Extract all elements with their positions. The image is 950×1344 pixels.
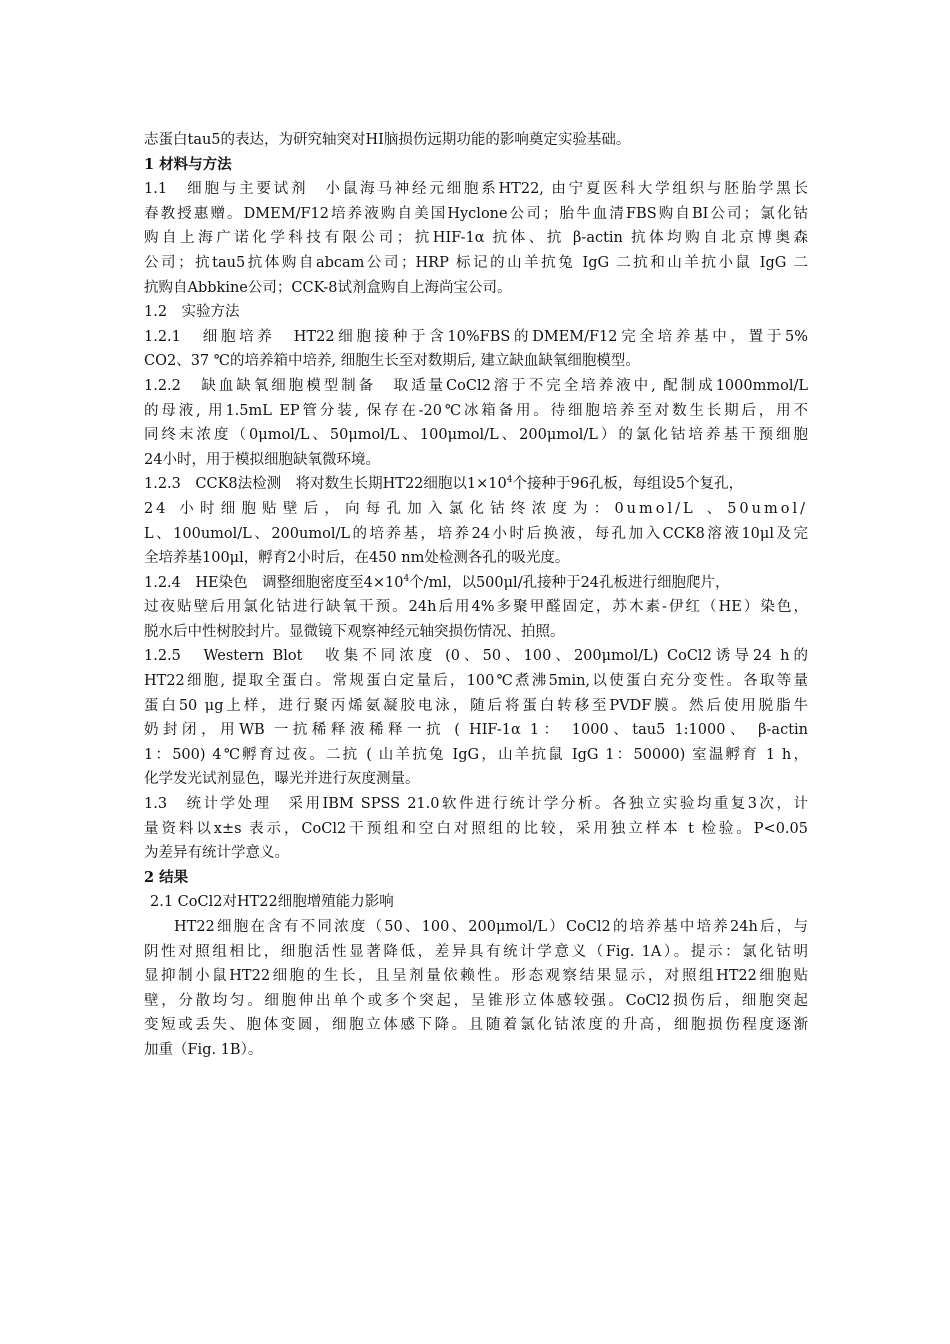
text-span: 1.2.4 HE染色 调整细胞密度至4×10 (144, 574, 404, 591)
text-line (144, 571, 808, 596)
text-line: 1.1 细胞与主要试剂 小鼠海马神经元细胞系HT22, 由宁夏医科大学组织与胚胎学黑长 (144, 181, 808, 198)
subsection-1-2-heading: 1.2 实验方法 (144, 304, 240, 321)
text-span: 个/ml，以500μl/孔接种于24孔板进行细胞爬片， (409, 574, 730, 591)
text-line: 量资料以x±s 表示，CoCl2干预组和空白对照组的比较，采用独立样本 t 检验。P<0.05 (144, 820, 808, 837)
paragraph-1-1 (144, 177, 808, 300)
text-line: 显抑制小鼠HT22细胞的生长，且呈剂量依赖性。形态观察结果显示，对照组HT22细胞贴 (144, 968, 808, 985)
paragraph-1-2-2 (144, 374, 808, 472)
text-line: 24小时，用于模拟细胞缺氧微环境。 (144, 451, 380, 468)
paragraph-1-2-4 (144, 571, 808, 645)
text-line: 阴性对照组相比，细胞活性显著降低，差异具有统计学意义（Fig. 1A）。提示：氯化钴明 (144, 943, 808, 960)
text-line: 1.2.1 细胞培养 HT22细胞接种于含10%FBS的DMEM/F12完全培养基中，置于5% (144, 328, 808, 345)
text-line: 过夜贴壁后用氯化钴进行缺氧干预。24h后用4%多聚甲醛固定，苏木素-伊红（HE）染色， (144, 599, 808, 616)
text-line (144, 472, 808, 497)
text-line: HT22细胞, 提取全蛋白。常规蛋白定量后，100℃煮沸5min,以使蛋白充分变性。各取等量 (144, 673, 808, 690)
section-2-heading: 2 结果 (144, 868, 189, 886)
text-line: 24 小时细胞贴壁后，向每孔加入氯化钴终浓度为：0umol/L 、50umol/ (144, 500, 808, 517)
intro-tail-line: 志蛋白tau5的表达，为研究轴突对HI脑损伤远期功能的影响奠定实验基础。 (144, 132, 631, 148)
text-line: L、100umol/L、200umol/L的培养基，培养24小时后换液，每孔加入CCK8溶液10μl及完 (144, 525, 808, 542)
paragraph-1-2-3 (144, 472, 808, 570)
text-line: 春教授惠赠。DMEM/F12培养液购自美国Hyclone公司；胎牛血清FBS购自BI公司；氯化钴 (144, 205, 808, 222)
text-line: 全培养基100μl，孵育2小时后，在450 nm处检测各孔的吸光度。 (144, 550, 570, 567)
text-line: 抗购自Abbkine公司；CCK-8试剂盒购自上海尚宝公司。 (144, 279, 512, 296)
text-line: 公司；抗tau5抗体购自abcam公司；HRP 标记的山羊抗兔 IgG 二抗和山羊抗小鼠 IgG 二 (144, 254, 808, 271)
text-line: 变短或丢失、胞体变圆，细胞立体感下降。且随着氯化钴浓度的升高，细胞损伤程度逐渐 (144, 1017, 808, 1034)
superscript: 4 (506, 475, 513, 486)
text-line: 的母液, 用1.5mL EP管分装, 保存在-20℃冰箱备用。待细胞培养至对数生长期后，用不 (144, 402, 808, 419)
text-line: 奶封闭，用WB 一抗稀释液稀释一抗 ( HIF-1α 1： 1000、tau5 1:1000、 β-actin (144, 722, 808, 739)
text-line: 蛋白50 μg上样，进行聚丙烯氨凝胶电泳，随后将蛋白转移至PVDF膜。然后使用脱脂牛 (144, 697, 808, 714)
text-line: 加重（Fig. 1B）。 (144, 1041, 263, 1058)
text-line: 1：500) 4℃孵育过夜。二抗 ( 山羊抗兔 IgG，山羊抗鼠 IgG 1：50000) 室温孵育 1 h， (144, 746, 808, 763)
text-span: 1.2.3 CCK8法检测 将对数生长期HT22细胞以1×10 (144, 476, 507, 493)
text-line: 为差异有统计学意义。 (144, 845, 289, 862)
text-line: HT22细胞在含有不同浓度（50、100、200μmol/L）CoCl2的培养基中培养24h后，与 (174, 919, 808, 935)
text-line: CO2、37 ℃的培养箱中培养, 细胞生长至对数期后, 建立缺血缺氧细胞模型。 (144, 353, 640, 370)
text-line: 脱水后中性树胶封片。显微镜下观察神经元轴突损伤情况、拍照。 (144, 623, 565, 640)
paper-body (144, 128, 808, 1063)
superscript: 4 (403, 573, 410, 584)
paragraph-1-2-1 (144, 325, 808, 374)
text-line: 购自上海广诺化学科技有限公司；抗HIF-1α 抗体、抗 β-actin 抗体均购自北京博奥森 (144, 230, 808, 247)
text-line: 壁，分散均匀。细胞伸出单个或多个突起，呈锥形立体感较强。CoCl2损伤后，细胞突起 (144, 992, 808, 1009)
text-span: 个接种于96孔板，每组设5个复孔， (512, 476, 744, 493)
paragraph-1-2-5 (144, 644, 808, 792)
text-line: 1.2.5 Western Blot 收集不同浓度 (0、50、100、200μmol/L) CoCl2诱导24 h的 (144, 648, 808, 665)
paragraph-1-3 (144, 792, 808, 866)
text-line: 1.2.2 缺血缺氧细胞模型制备 取适量CoCl2溶于不完全培养液中, 配制成1000mmol/L (144, 377, 808, 394)
text-line: 1.3 统计学处理 采用IBM SPSS 21.0软件进行统计学分析。各独立实验均重复3次，计 (144, 796, 808, 813)
text-line: 同终末浓度（0μmol/L、50μmol/L、100μmol/L、200μmol/L）的氯化钴培养基干预细胞 (144, 427, 808, 444)
section-1-heading: 1 材料与方法 (144, 155, 232, 173)
subsection-2-1-heading: 2.1 CoCl2对HT22细胞增殖能力影响 (150, 894, 394, 911)
text-line: 化学发光试剂显色，曝光并进行灰度测量。 (144, 771, 420, 788)
paragraph-2-1 (144, 915, 808, 1063)
